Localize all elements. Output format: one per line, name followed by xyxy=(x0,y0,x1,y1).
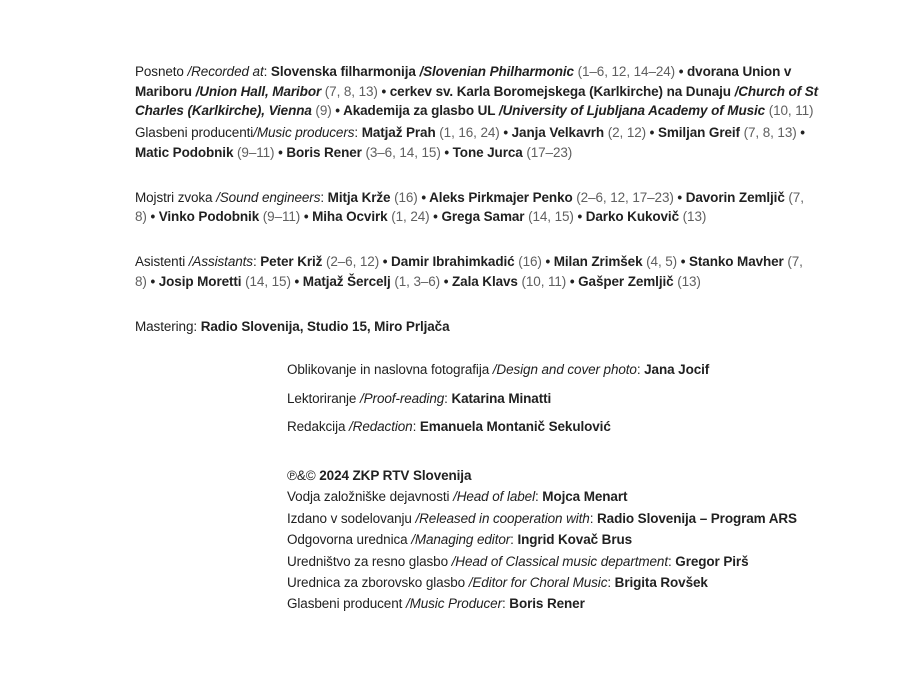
credit-name: Matjaž Šercelj xyxy=(302,273,391,289)
credit-paragraph xyxy=(135,62,818,121)
bullet-separator: • xyxy=(440,144,453,160)
credit-paragraph xyxy=(287,465,797,615)
credit-label: : xyxy=(320,189,328,205)
credit-label-translation: /Sound engineers xyxy=(216,189,321,205)
credit-label: Glasbeni producenti xyxy=(135,125,254,140)
track-numbers: (2, 12) xyxy=(604,125,647,140)
credit-label: : xyxy=(354,125,362,140)
credit-label: Vodja založniške dejavnosti xyxy=(287,489,454,505)
credit-line xyxy=(135,272,818,292)
bullet-separator: • xyxy=(300,209,313,224)
credit-name: Davorin Zemljič xyxy=(685,189,785,205)
credit-line xyxy=(135,317,818,337)
track-numbers: (3–6, 14, 15) xyxy=(361,144,441,160)
credit-label: Glasbeni producent xyxy=(287,596,406,612)
credit-name: Mojca Menart xyxy=(542,489,628,505)
bullet-separator: • xyxy=(573,209,586,224)
credit-label: Izdano v sodelovanju xyxy=(287,510,416,526)
bullet-separator: • xyxy=(290,273,303,289)
track-numbers: (4, 5) xyxy=(642,254,678,269)
credit-paragraph xyxy=(135,252,818,291)
credit-line xyxy=(287,465,797,486)
credit-name: Gašper Zemljič xyxy=(578,273,674,289)
credit-label: : xyxy=(607,575,615,591)
track-numbers: (16) xyxy=(390,189,418,205)
bullet-separator: • xyxy=(677,254,689,269)
credit-paragraph xyxy=(287,360,709,380)
credit-name: Miha Ocvirk xyxy=(312,209,388,224)
credit-label-translation: /Music producers xyxy=(253,125,355,140)
credit-name: Boris Rener xyxy=(509,596,585,612)
credit-label-translation: /Released in cooperation with xyxy=(415,510,590,526)
credit-line xyxy=(287,389,709,409)
track-numbers: (17–23) xyxy=(522,144,573,160)
credit-name: Katarina Minatti xyxy=(451,390,552,406)
track-numbers: (7, xyxy=(783,254,803,269)
credit-paragraph xyxy=(287,417,709,437)
credit-line xyxy=(135,207,818,227)
credit-name: Matic Podobnik xyxy=(135,144,234,160)
credit-line xyxy=(135,252,818,272)
credit-name: Radio Slovenija, Studio 15, Miro Prljača xyxy=(200,318,450,334)
credit-name: Josip Moretti xyxy=(158,273,242,289)
track-numbers: (9–11) xyxy=(233,144,275,160)
credit-line xyxy=(135,62,818,82)
credit-label: Posneto xyxy=(135,64,188,79)
credit-label-translation: /Design and cover photo xyxy=(492,362,637,377)
credit-label-translation: /Head of Classical music department xyxy=(451,553,668,569)
credit-line xyxy=(287,486,797,507)
track-numbers: (7, 8, 13) xyxy=(739,125,797,140)
credit-name: Ingrid Kovač Brus xyxy=(517,532,633,548)
credit-name: Grega Samar xyxy=(441,209,525,224)
track-numbers: (1, 3–6) xyxy=(390,273,441,289)
track-numbers: (14, 15) xyxy=(524,209,574,224)
track-numbers: 8) xyxy=(135,209,147,224)
credit-line xyxy=(135,143,818,163)
track-numbers: (9–11) xyxy=(259,209,301,224)
credit-paragraph xyxy=(135,188,818,227)
credit-label-translation: /Recorded at xyxy=(187,64,264,79)
bullet-separator: • xyxy=(541,254,554,269)
credit-name: Peter Križ xyxy=(260,254,323,269)
credit-name-translation: Charles (Karlkirche), Vienna xyxy=(135,103,312,118)
credit-line xyxy=(287,529,797,550)
credit-label: Oblikovanje in naslovna fotografija xyxy=(287,362,493,377)
bullet-separator: • xyxy=(379,254,392,269)
credit-label: Asistenti xyxy=(135,254,189,269)
bullet-separator: • xyxy=(499,125,512,140)
bullet-separator: • xyxy=(417,189,430,205)
credit-name: Brigita Rovšek xyxy=(614,575,708,591)
credit-label-translation: /Editor for Choral Music xyxy=(468,575,608,591)
credit-name-translation: /Union Hall, Maribor xyxy=(195,83,322,99)
bullet-separator: • xyxy=(429,209,442,224)
bullet-separator: • xyxy=(675,64,688,79)
credit-label-translation: /Managing editor xyxy=(411,532,511,548)
bullet-separator: • xyxy=(796,125,805,140)
credit-label: : xyxy=(589,510,598,526)
credit-label: Redakcija xyxy=(287,419,350,434)
track-numbers: (1, 24) xyxy=(387,209,430,224)
bullet-separator: • xyxy=(377,83,390,99)
credit-line xyxy=(287,508,797,529)
bullet-separator: • xyxy=(146,273,159,289)
credit-line xyxy=(135,123,818,143)
track-numbers: (2–6, 12, 17–23) xyxy=(572,189,674,205)
credit-line xyxy=(287,593,797,614)
track-numbers: (10, 11) xyxy=(517,273,567,289)
credit-label: : xyxy=(636,362,645,377)
credit-name: Smiljan Greif xyxy=(657,125,740,140)
credit-name: Zala Klavs xyxy=(452,273,518,289)
credit-name: Mitja Krže xyxy=(327,189,391,205)
track-numbers: (7, 8, 13) xyxy=(321,83,378,99)
credit-name-translation: /Slovenian Philharmonic xyxy=(419,64,574,79)
credit-name: Emanuela Montanič Sekulović xyxy=(419,419,611,434)
credit-label: ℗&© xyxy=(287,468,320,483)
credit-label: : xyxy=(412,419,420,434)
credit-label: : xyxy=(667,553,676,569)
credit-label: : xyxy=(510,532,518,548)
credit-label: Mojstri zvoka xyxy=(135,189,217,205)
credit-line xyxy=(135,82,818,102)
credit-label: Odgovorna urednica xyxy=(287,532,412,548)
recording-credits-section xyxy=(135,62,818,336)
bullet-separator: • xyxy=(566,273,579,289)
credit-line xyxy=(287,572,797,593)
credit-name: Akademija za glasbo UL xyxy=(343,103,499,118)
credit-label-translation: /Proof-reading xyxy=(360,390,445,406)
credit-name: Darko Kukovič xyxy=(585,209,679,224)
credit-name: Slovenska filharmonija xyxy=(270,64,420,79)
credit-name: Damir Ibrahimkadić xyxy=(391,254,515,269)
credit-name: Matjaž Prah xyxy=(361,125,436,140)
credit-paragraph xyxy=(135,317,818,337)
credit-label: Uredništvo za resno glasbo xyxy=(287,553,452,569)
track-numbers: 8) xyxy=(135,273,147,289)
credit-name: Gregor Pirš xyxy=(675,553,749,569)
track-numbers: (16) xyxy=(514,254,542,269)
bullet-separator: • xyxy=(440,273,453,289)
label-credits-section xyxy=(287,465,797,615)
credit-label: : xyxy=(534,489,543,505)
bullet-separator: • xyxy=(673,189,686,205)
credit-label: Urednica za zborovsko glasbo xyxy=(287,575,469,591)
track-numbers: (2–6, 12) xyxy=(322,254,380,269)
credit-label-translation: /Assistants xyxy=(188,254,253,269)
credit-line xyxy=(287,551,797,572)
credit-label-translation: /Redaction xyxy=(349,419,413,434)
bullet-separator: • xyxy=(274,144,287,160)
track-numbers: (10, 11) xyxy=(765,103,814,118)
credit-label: : xyxy=(263,64,271,79)
track-numbers: (13) xyxy=(673,273,701,289)
credit-name-translation: /Church of St xyxy=(734,83,819,99)
bullet-separator: • xyxy=(646,125,658,140)
credit-name-translation: /University of Ljubljana Academy of Music xyxy=(498,103,766,118)
track-numbers: (9) xyxy=(311,103,332,118)
credit-line xyxy=(287,417,709,437)
design-credits-section xyxy=(287,360,709,437)
credit-name: Janja Velkavrh xyxy=(511,125,605,140)
credit-label: : xyxy=(252,254,261,269)
credit-label: Lektoriranje xyxy=(287,390,360,406)
credit-paragraph xyxy=(135,123,818,162)
credit-label-translation: /Music Producer xyxy=(405,596,502,612)
credit-name: Milan Zrimšek xyxy=(553,254,643,269)
credit-name: Stanko Mavher xyxy=(688,254,784,269)
credit-paragraph xyxy=(287,389,709,409)
track-numbers: (1–6, 12, 14–24) xyxy=(573,64,676,79)
track-numbers: (13) xyxy=(678,209,707,224)
credit-name: Boris Rener xyxy=(286,144,362,160)
credit-label-translation: /Head of label xyxy=(453,489,535,505)
track-numbers: (1, 16, 24) xyxy=(435,125,500,140)
credit-line xyxy=(287,360,709,380)
credit-label: : xyxy=(444,390,452,406)
credit-line xyxy=(135,101,818,121)
credit-label: : xyxy=(501,596,510,612)
credit-name: Aleks Pirkmajer Penko xyxy=(429,189,573,205)
credit-name: Radio Slovenija – Program ARS xyxy=(597,510,797,526)
credit-name: Vinko Podobnik xyxy=(158,209,260,224)
credit-name: dvorana Union v xyxy=(687,64,792,79)
credit-name: Jana Jocif xyxy=(644,362,710,377)
credit-name: 2024 ZKP RTV Slovenija xyxy=(319,468,472,483)
bullet-separator: • xyxy=(146,209,159,224)
track-numbers: (14, 15) xyxy=(241,273,291,289)
track-numbers: (7, xyxy=(784,189,804,205)
bullet-separator: • xyxy=(331,103,344,118)
credit-line xyxy=(135,188,818,208)
credit-label: Mastering: xyxy=(135,318,201,334)
credit-name: Mariboru xyxy=(135,83,196,99)
credit-name: Tone Jurca xyxy=(452,144,523,160)
credit-name: cerkev sv. Karla Boromejskega (Karlkirche) na Dunaju xyxy=(389,83,735,99)
